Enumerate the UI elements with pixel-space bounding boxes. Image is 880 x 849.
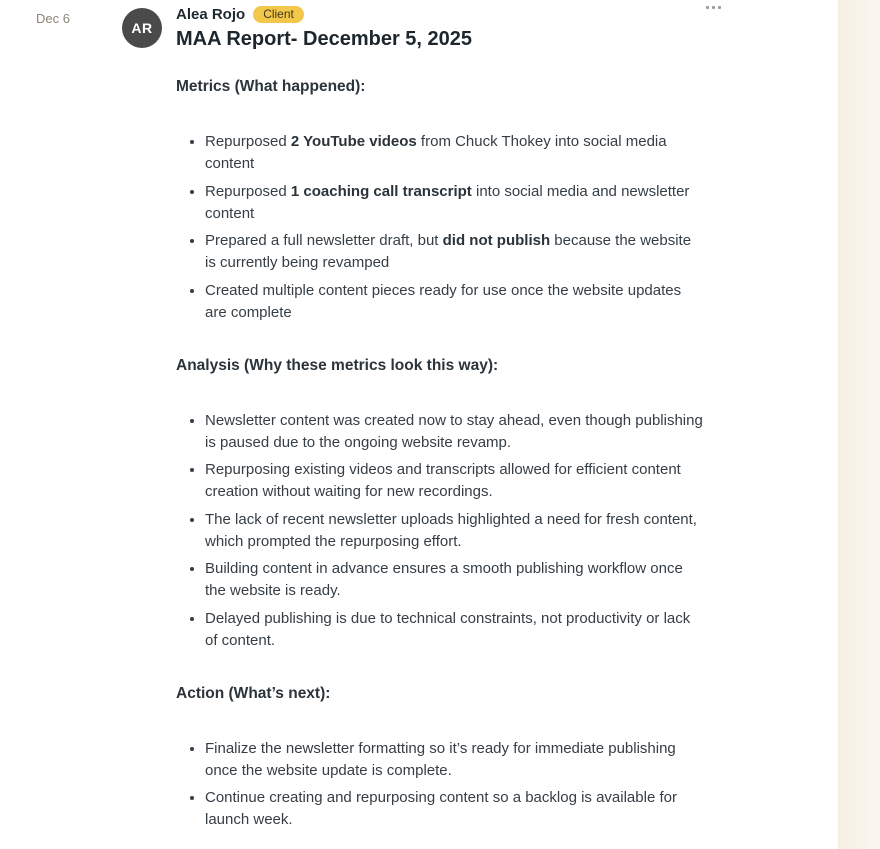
avatar-initials: AR — [131, 20, 153, 36]
text-segment: Prepared a full newsletter draft, but — [205, 232, 443, 249]
text-segment: Repurposed — [205, 133, 291, 150]
text-segment: Building content in advance ensures a smooth publishing workflow once the website is ready. — [205, 560, 683, 599]
post-date: Dec 6 — [36, 11, 70, 26]
list-item — [205, 181, 704, 225]
list-item — [205, 280, 704, 324]
page-background-edge — [838, 0, 880, 849]
more-options-icon[interactable] — [704, 4, 723, 11]
dot — [706, 6, 709, 9]
text-segment: Repurposed — [205, 182, 291, 200]
bullet-list — [176, 410, 704, 652]
text-segment: Delayed publishing is due to technical constraints, not productivity or lack of content. — [205, 609, 691, 649]
list-item — [205, 410, 704, 454]
client-badge: Client — [253, 6, 304, 23]
dot — [718, 6, 721, 9]
post-header — [176, 5, 472, 51]
text-segment: into social media and newsletter content — [205, 182, 690, 222]
text-segment: from Chuck Thokey into social media content — [205, 133, 667, 172]
text-segment: Continue creating and repurposing content so a backlog is available for launch week. — [205, 789, 677, 828]
text-segment: Created multiple content pieces ready for use once the website updates are complete — [205, 281, 682, 321]
bullet-list — [176, 738, 704, 832]
list-item — [205, 131, 704, 175]
text-segment: The lack of recent newsletter uploads highlighted a need for fresh content, which prompted the repurposing effort. — [205, 510, 697, 550]
post-title: MAA Report- December 5, 2025 — [176, 28, 473, 50]
dot — [712, 6, 715, 9]
avatar[interactable] — [122, 8, 162, 48]
author-line — [176, 5, 472, 24]
bold-text-segment: 2 YouTube videos — [290, 133, 417, 150]
bold-text-segment: did not publish — [442, 232, 551, 249]
section-heading: Analysis (Why these metrics look this way): — [176, 356, 499, 374]
section-heading: Metrics (What happened): — [176, 78, 366, 95]
post-body — [176, 76, 704, 837]
list-item — [205, 787, 704, 831]
list-item — [205, 608, 704, 652]
section-heading: Action (What’s next): — [176, 684, 331, 702]
author-name: Alea Rojo — [176, 6, 246, 23]
bullet-list — [176, 131, 704, 324]
text-segment: Finalize the newsletter formatting so it’s ready for immediate publishing once the website update is complete. — [205, 739, 676, 779]
list-item — [205, 230, 704, 274]
bold-text-segment: 1 coaching call transcript — [290, 182, 472, 200]
list-item — [205, 459, 704, 503]
list-item — [205, 738, 704, 782]
list-item — [205, 509, 704, 553]
text-segment: because the website is currently being revamped — [205, 232, 692, 271]
list-item — [205, 558, 704, 602]
text-segment: Repurposing existing videos and transcripts allowed for efficient content creation without waiting for new recordings. — [205, 461, 681, 500]
text-segment: Newsletter content was created now to stay ahead, even though publishing is paused due to the ongoing website revamp. — [205, 411, 703, 451]
